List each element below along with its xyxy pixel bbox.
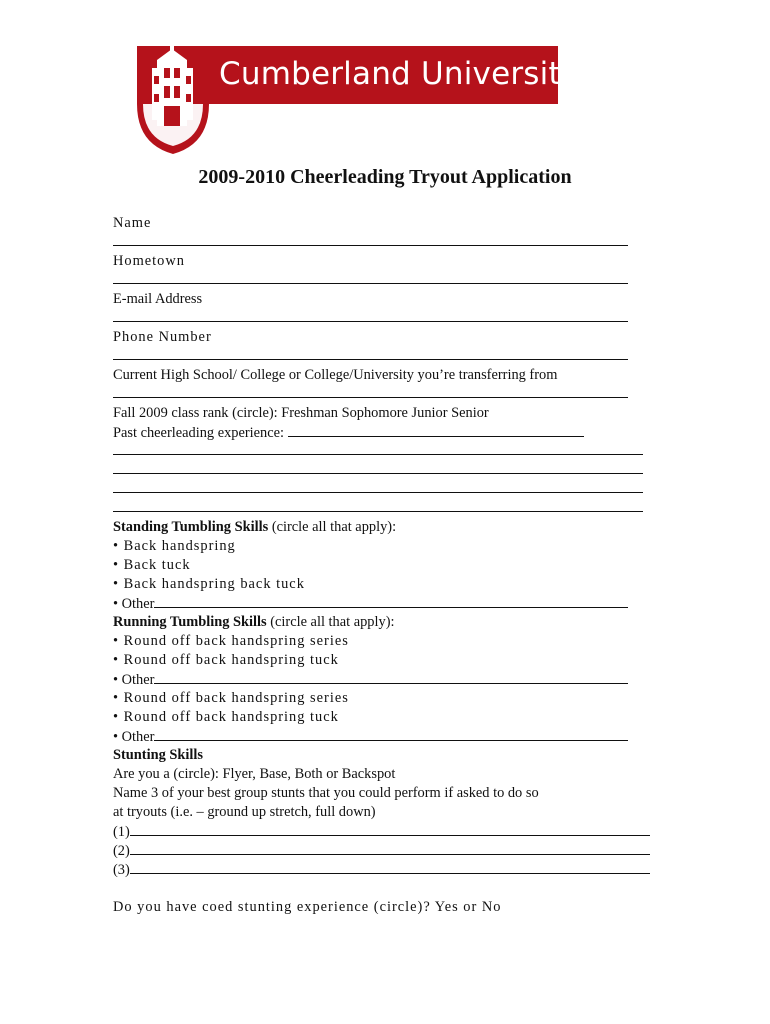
stunting-skills-heading: Stunting Skills: [113, 747, 203, 763]
email-label: E-mail Address: [113, 291, 203, 307]
stunt-position-question: Are you a (circle): Flyer, Base, Both or Backspot: [113, 766, 396, 782]
running-other-row: [113, 727, 653, 746]
phone-label: Phone Number: [113, 329, 212, 345]
stunts-prompt: Name 3 of your best group stunts that you could perform if asked to do so: [113, 785, 539, 801]
past-experience-line[interactable]: [113, 499, 653, 518]
standing-other-field[interactable]: [154, 594, 628, 608]
standing-tumbling-heading: Standing Tumbling Skills: [113, 519, 269, 535]
name-field[interactable]: [113, 233, 653, 252]
stunt-number-label: (1): [113, 824, 130, 840]
past-experience-row: [113, 423, 653, 442]
past-experience-field[interactable]: [288, 423, 584, 437]
university-logo: [137, 46, 580, 104]
running-other-field[interactable]: [154, 727, 628, 741]
email-field[interactable]: [113, 309, 653, 328]
stunt-row: [113, 841, 653, 860]
coed-stunting-question: Do you have coed stunting experience (circle)? Yes or No: [113, 899, 502, 915]
running-other-field[interactable]: [154, 670, 628, 684]
running-other-label: • Other: [113, 729, 155, 745]
past-experience-line[interactable]: [113, 480, 653, 499]
application-form: [113, 214, 653, 917]
university-name: Cumberland University: [219, 56, 580, 92]
list-item[interactable]: • Round off back handspring tuck: [113, 652, 339, 668]
school-field[interactable]: [113, 385, 653, 404]
standing-other-row: [113, 594, 653, 613]
running-tumbling-heading: Running Tumbling Skills: [113, 614, 267, 630]
stunt-field[interactable]: [130, 841, 650, 855]
list-item[interactable]: • Back handspring: [113, 538, 236, 554]
list-item[interactable]: • Round off back handspring series: [113, 633, 349, 649]
list-item[interactable]: • Round off back handspring series: [113, 690, 349, 706]
page-title: 2009-2010 Cheerleading Tryout Application: [198, 166, 572, 188]
past-experience-label: Past cheerleading experience:: [113, 425, 285, 441]
past-experience-line[interactable]: [113, 461, 653, 480]
stunt-row: [113, 822, 653, 841]
hometown-field[interactable]: [113, 271, 653, 290]
standing-tumbling-instruction: (circle all that apply):: [271, 519, 397, 535]
class-rank-question: Fall 2009 class rank (circle): Freshman Sophomore Junior Senior: [113, 405, 489, 421]
stunt-number-label: (3): [113, 862, 130, 878]
list-item[interactable]: • Round off back handspring tuck: [113, 709, 339, 725]
running-tumbling-instruction: (circle all that apply):: [270, 614, 395, 630]
stunt-field[interactable]: [130, 860, 650, 874]
stunt-row: [113, 860, 653, 879]
phone-field[interactable]: [113, 347, 653, 366]
list-item[interactable]: • Back tuck: [113, 557, 191, 573]
running-other-label: • Other: [113, 672, 155, 688]
school-label: Current High School/ College or College/University you’re transferring from: [113, 367, 558, 383]
tower-logo-icon: [137, 46, 209, 154]
past-experience-line[interactable]: [113, 442, 653, 461]
standing-tumbling-heading-row: [113, 518, 653, 537]
hometown-label: Hometown: [113, 253, 185, 269]
standing-other-label: • Other: [113, 596, 155, 612]
list-item[interactable]: • Back handspring back tuck: [113, 576, 305, 592]
stunt-field[interactable]: [130, 822, 650, 836]
running-tumbling-heading-row: [113, 613, 653, 632]
running-other-row: [113, 670, 653, 689]
stunt-number-label: (2): [113, 843, 130, 859]
stunts-prompt: at tryouts (i.e. – ground up stretch, full down): [113, 804, 376, 820]
name-label: Name: [113, 215, 152, 231]
